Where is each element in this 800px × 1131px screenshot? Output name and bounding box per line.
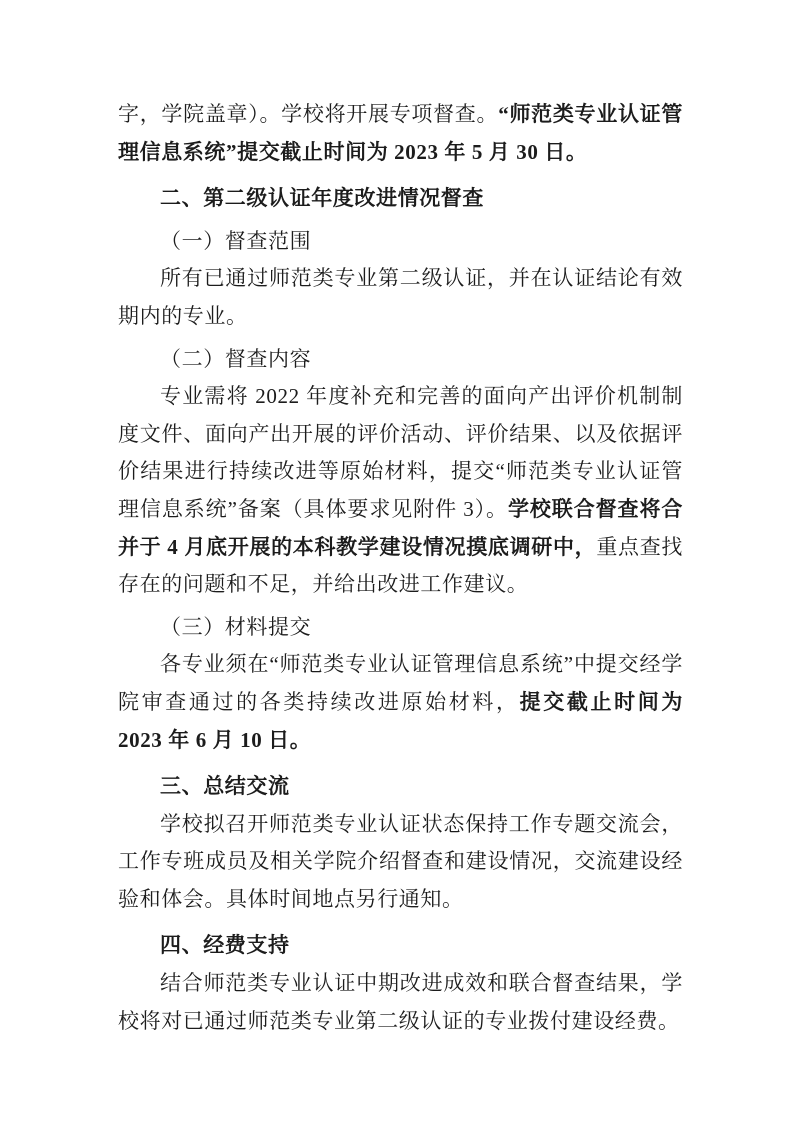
document-body <box>118 96 683 1040</box>
text-run: 所有已通过师范类专业第二级认证，并在认证结论有效期内的专业。 <box>118 266 683 328</box>
section-heading-4 <box>118 927 683 965</box>
paragraph-content <box>118 378 683 604</box>
paragraph-continuation <box>118 96 683 171</box>
text-run: 字，学院盖章）。学校将开展专项督查。 <box>118 102 499 126</box>
text-run: 二、第二级认证年度改进情况督查 <box>160 187 484 211</box>
paragraph-scope <box>118 260 683 335</box>
sub-heading-2-2 <box>118 341 683 379</box>
text-run: （三）材料提交 <box>160 614 312 639</box>
text-run: 各专业须在“师范类专业认证管理信息系统”中提交经学院审查通过的各类持续改进原始材料， <box>118 652 683 714</box>
text-run: 学校拟召开师范类专业认证状态保持工作专题交流会，工作专班成员及相关学院介绍督查和建设情况，交流建设经验和体会。具体时间地点另行通知。 <box>118 811 683 911</box>
text-run: 提交截止时间为 2023 年 6 月 10 日。 <box>118 689 683 752</box>
sub-heading-2-3 <box>118 609 683 647</box>
sub-heading-2-1 <box>118 223 683 261</box>
paragraph-submission <box>118 646 683 759</box>
text-run: 学校联合督查将合并于 4 月底开展的本科教学建设情况摸底调研中， <box>118 496 683 559</box>
text-run: （二）督查内容 <box>160 346 312 371</box>
text-run: 重点查找存在的问题和不足，并给出改进工作建议。 <box>118 534 683 597</box>
section-heading-2 <box>118 180 683 218</box>
paragraph-exchange <box>118 806 683 919</box>
paragraph-funding <box>118 965 683 1040</box>
text-run: 三、总结交流 <box>160 775 290 799</box>
text-run: “师范类专业认证管理信息系统”提交截止时间为 2023 年 5 月 30 日。 <box>118 102 683 164</box>
text-run: 四、经费支持 <box>160 934 290 958</box>
text-run: 专业需将 2022 年度补充和完善的面向产出评价机制制度文件、面向产出开展的评价活动、评价结果、以及依据评价结果进行持续改进等原始材料，提交“师范类专业认证管理信息系统”备案（具体要求见附件 3）。 <box>118 384 683 521</box>
text-run: （一）督查范围 <box>160 228 312 253</box>
text-run: 结合师范类专业认证中期改进成效和联合督查结果，学校将对已通过师范类专业第二级认证的专业拨付建设经费。 <box>118 971 683 1033</box>
section-heading-3 <box>118 768 683 806</box>
